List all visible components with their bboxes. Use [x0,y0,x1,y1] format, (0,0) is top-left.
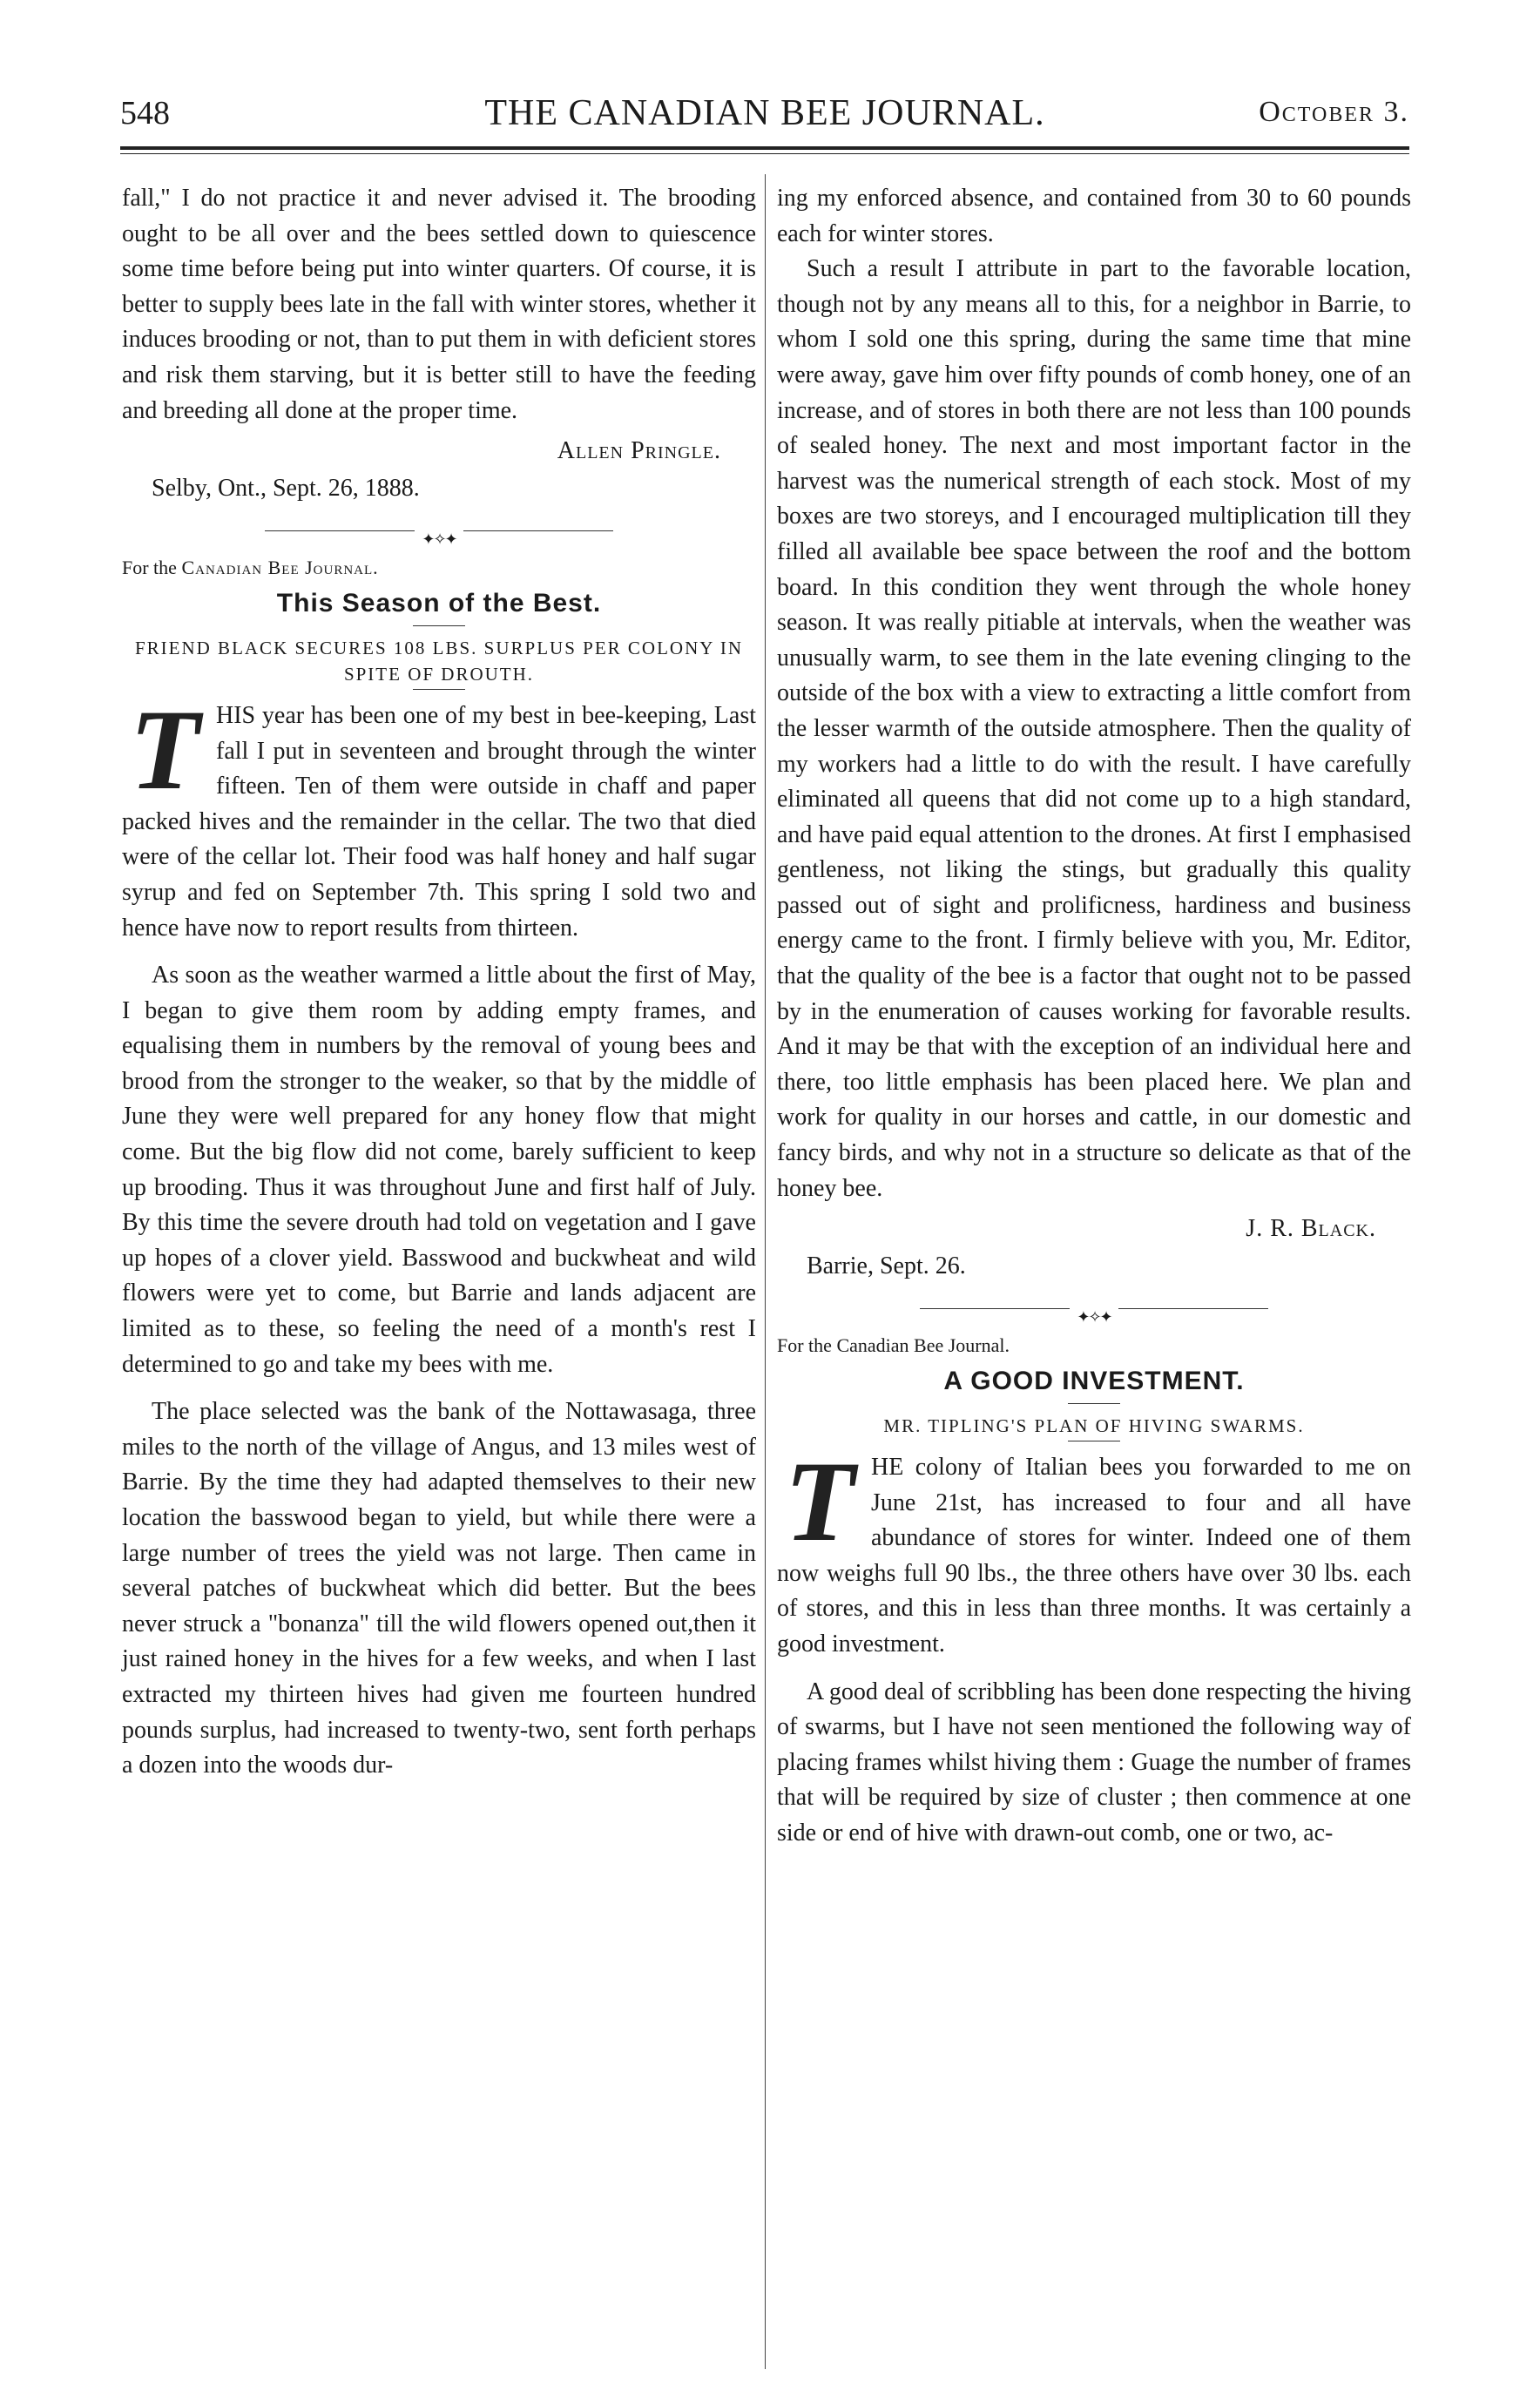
first-paragraph-text: HIS year has been one of my best in bee-keeping, Last fall I put in seventeen and brought through the winter fifteen. Ten of them were outside in chaff and paper packed hives and the remainder in the cellar. The two that died were of the cellar lot. Their food was half honey and half sugar syrup and fed on September 7th. This spring I sold two and hence have now to report results from thirteen. [122,701,756,942]
source-credit [122,555,756,581]
header-rule-thick [120,146,1409,150]
source-credit-journal: Canadian Bee Journal. [181,557,379,579]
left-column [122,181,756,1784]
page-number: 548 [120,95,170,132]
issue-date: October 3. [1259,96,1409,128]
paragraph-gap [777,1663,1411,1675]
right-column [777,181,1411,1852]
paragraph-gap [122,946,756,958]
article-paragraph: As soon as the weather warmed a little about the first of May, I began to give them room by adding empty frames, and equalising them in numbers by the removal of young bees and brood from the stronger to the weaker, so that by the middle of June they were well prepared for any honey flow that might come. But the big flow did not come, barely sufficient to keep up brooding. Thus it was throughout June and first half of July. By this time the severe drouth had told on vegetation and I gave up hopes of a clover yield. Basswood and buckwheat and wild flowers were yet to come, but Barrie and lands adjacent are limited as to these, so feeling the need of a month's rest I determined to go and take my bees with me. [122,962,756,1378]
drop-cap: T [129,685,200,814]
paragraph-gap [122,1382,756,1394]
page-header [120,87,1409,139]
article-paragraph: Such a result I attribute in part to the favorable location, though not by any means all to this, for a neighbor in Barrie, to whom I sold one this spring, during the same time that mine were away, gave him over fifty pounds of comb honey, one of an increase, and of stores in both there are not less than 100 pounds of sealed honey. The next and most important factor in the harvest was the numerical strength of each stock. Most of my boxes are two storeys, and I encouraged multiplication till they filled all available bee space between the roof and the bottom board. In this condition they went through the whole honey season. It was really pitiable at intervals, when the weather was unusually warm, to see them in the late evening clinging to the outside of the box with a view to extracting a little comfort from the lesser warmth of the outside atmosphere. Then the quality of my workers had a little to do with the result. I have carefully eliminated all queens that did not come up to a high standard, and have paid equal attention to the drones. At first I emphasised gentleness, not liking the stings, but gradually this quality passed out of sight and prolificness, hardiness and business energy came to the front. I firmly believe with you, Mr. Editor, that the quality of the bee is a factor that ought not to be passed by in the enumeration of causes working for favorable results. And it may be that with the exception of an individual here and there, too little emphasis has been placed here. We plan and work for quality in our horses and cattle, in our domestic and fancy birds, and why not in a structure so delicate as that of the honey bee. [777,255,1411,1202]
journal-title: THE CANADIAN BEE JOURNAL. [484,93,1045,133]
article-first-paragraph [777,1437,1411,1663]
title-rule [1068,1403,1120,1404]
continued-paragraph: ing my enforced absence, and contained from 30 to 60 pounds each for winter stores. [777,185,1411,247]
header-rule-thin [120,153,1409,154]
section-ornament [122,520,756,549]
article-paragraph: The place selected was the bank of the Nottawasaga, three miles to the north of the village of Angus, and 13 miles west of Barrie. By the time they had adapted themselves to their new location the basswood began to yield, but while there were a large number of trees the yield was not large. Then came in several patches of buckwheat which did better. But the bees never struck a "bonanza" till the wild flowers opened out,then it just rained honey in the hives for a few weeks, and when I last extracted my thirteen hives had given me fourteen hundred pounds surplus, had increased to twenty-two, sent forth perhaps a dozen into the woods dur- [122,1398,756,1779]
title-rule [413,625,465,626]
article-subheading: FRIEND BLACK SECURES 108 LBS. SURPLUS PER COLONY IN SPITE OF DROUTH. [134,637,744,685]
article-subheading: MR. TIPLING'S PLAN OF HIVING SWARMS. [883,1415,1305,1436]
dateline: Barrie, Sept. 26. [807,1252,966,1279]
ornament-glyph: ✦✧✦ [1070,1300,1118,1335]
subhead-rule [413,689,465,690]
source-credit-prefix: For the [122,557,182,579]
author-signature: J. R. Black. [1246,1215,1376,1243]
article-paragraph: A good deal of scribbling has been done respecting the hiving of swarms, but I have not seen mentioned the following way of placing frames whilst hiving them : Guage the number of frames that will be required by size of cluster ; then commence at one side or end of hive with drawn-out comb, one or two, ac- [777,1678,1411,1847]
section-ornament [777,1298,1411,1327]
column-divider [765,174,766,2369]
first-paragraph-text: HE colony of Italian bees you forwarded to me on June 21st, has increased to four and all have abundance of stores for winter. Indeed one of them now weighs full 90 lbs., the three others have over 30 lbs. each of stores, and this in less than three months. It was certainly a good investment. [777,1454,1411,1657]
article-first-paragraph [122,685,756,946]
article-title: This Season of the Best. [276,589,602,618]
ornament-glyph: ✦✧✦ [415,522,463,557]
continued-paragraph: fall," I do not practice it and never advised it. The brooding ought to be all over and the bees settled down to quiescence some time before being put into winter quarters. Of course, it is better to supply bees late in the fall with winter stores, whether it induces brooding or not, than to put them in with deficient stores and risk them starving, but it is better still to have the feeding and breeding all done at the proper time. [122,185,756,424]
author-signature: Allen Pringle. [557,437,721,465]
drop-cap: T [784,1437,855,1565]
dateline: Selby, Ont., Sept. 26, 1888. [152,474,420,502]
source-credit: For the Canadian Bee Journal. [777,1334,1010,1357]
article-title: A GOOD INVESTMENT. [943,1367,1245,1396]
